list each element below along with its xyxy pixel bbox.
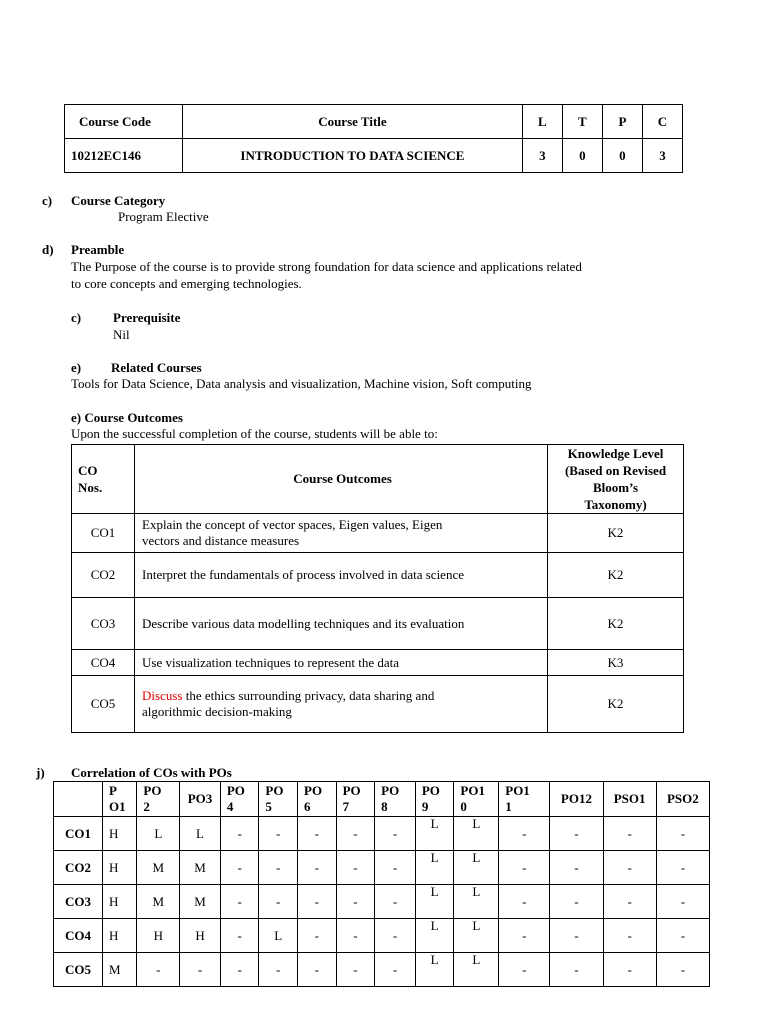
- co-description: Describe various data modelling techniques and its evaluation: [135, 598, 548, 650]
- header-knowledge-level: [548, 445, 684, 514]
- header-po5-line-1: PO: [265, 783, 284, 798]
- correlation-cell: -: [298, 953, 337, 987]
- header-po4-line-1: PO: [226, 783, 245, 798]
- correlation-cell: -: [656, 953, 709, 987]
- co-description-rest: the ethics surrounding privacy, data sharing and: [182, 688, 435, 703]
- l-value: 3: [522, 139, 562, 173]
- header-po2-line-2: 2: [143, 799, 150, 814]
- co-number: CO4: [72, 650, 135, 676]
- correlation-cell: H: [103, 885, 137, 919]
- header-kl-line-3: Bloom’s: [592, 480, 639, 495]
- co-number: CO3: [72, 598, 135, 650]
- outcomes-header-row: [72, 445, 684, 514]
- header-po7: [336, 782, 375, 817]
- header-kl-line-2: (Based on Revised: [564, 463, 667, 478]
- correlation-co-label: CO3: [54, 885, 103, 919]
- header-pso1: PSO1: [603, 782, 656, 817]
- correlation-cell: -: [375, 885, 416, 919]
- header-l: L: [522, 105, 562, 139]
- header-p: P: [602, 105, 642, 139]
- course-info-table: [64, 104, 683, 173]
- correlation-cell: -: [656, 919, 709, 953]
- course-info-value-row: [65, 139, 683, 173]
- correlation-cell: -: [220, 851, 259, 885]
- correlation-cell: L: [259, 919, 298, 953]
- correlation-cell: -: [375, 851, 416, 885]
- header-po8-line-2: 8: [381, 799, 388, 814]
- knowledge-level: K2: [548, 598, 684, 650]
- correlation-cell: -: [137, 953, 180, 987]
- header-co-line-2: Nos.: [78, 480, 103, 495]
- correlation-cell: -: [656, 851, 709, 885]
- header-course-outcomes: Course Outcomes: [135, 445, 548, 514]
- prerequisite-title: Prerequisite: [113, 310, 181, 325]
- correlation-cell: L: [454, 919, 499, 953]
- header-po10: [454, 782, 499, 817]
- co-description-line-2: algorithmic decision-making: [142, 704, 292, 719]
- co-number: CO1: [72, 514, 135, 553]
- t-value: 0: [562, 139, 602, 173]
- correlation-cell: L: [415, 885, 454, 919]
- header-po6-line-1: PO: [304, 783, 323, 798]
- header-co-line-1: CO: [78, 463, 98, 478]
- correlation-cell: -: [603, 953, 656, 987]
- correlation-cell: -: [259, 817, 298, 851]
- corner-cell: [54, 782, 103, 817]
- header-po9-line-2: 9: [421, 799, 429, 814]
- header-po4-line-2: 4: [226, 799, 234, 814]
- correlation-cell: -: [220, 817, 259, 851]
- knowledge-level: K2: [548, 676, 684, 733]
- header-po11-line-1: PO1: [505, 783, 530, 798]
- correlation-cell: L: [454, 953, 499, 987]
- correlation-cell: -: [336, 817, 375, 851]
- header-po10-line-2: 0: [460, 799, 467, 814]
- header-po6-line-2: 6: [304, 799, 311, 814]
- header-po1-line-2: O1: [109, 799, 126, 814]
- correlation-cell: M: [180, 851, 221, 885]
- correlation-cell: L: [415, 817, 454, 851]
- header-po9: [415, 782, 454, 817]
- correlation-cell: -: [220, 919, 259, 953]
- course-outcomes-table: [71, 444, 684, 733]
- prerequisite-value: Nil: [113, 327, 130, 342]
- header-po12: PO12: [550, 782, 603, 817]
- preamble-line-1: The Purpose of the course is to provide strong foundation for data science and applications related: [71, 259, 582, 274]
- header-kl-line-1: Knowledge Level: [567, 446, 664, 461]
- course-title-value: INTRODUCTION TO DATA SCIENCE: [183, 139, 523, 173]
- preamble-marker: d): [42, 242, 54, 257]
- correlation-cell: -: [550, 919, 603, 953]
- correlation-cell: L: [180, 817, 221, 851]
- header-co-nos: [72, 445, 135, 514]
- correlation-cell: -: [180, 953, 221, 987]
- correlation-cell: -: [298, 919, 337, 953]
- header-c: C: [642, 105, 682, 139]
- knowledge-level: K3: [548, 650, 684, 676]
- co-description: [135, 514, 548, 553]
- correlation-cell: -: [220, 953, 259, 987]
- correlation-cell: L: [415, 851, 454, 885]
- header-po11: [499, 782, 550, 817]
- correlation-cell: -: [298, 817, 337, 851]
- category-value: Program Elective: [118, 209, 209, 224]
- c-value: 3: [642, 139, 682, 173]
- correlation-row-co1: [54, 817, 710, 851]
- header-course-code: Course Code: [65, 105, 183, 139]
- co-description-line-1: Explain the concept of vector spaces, Eigen values, Eigen: [142, 517, 443, 532]
- co-description: Interpret the fundamentals of process involved in data science: [135, 553, 548, 598]
- correlation-cell: -: [603, 817, 656, 851]
- correlation-co-label: CO1: [54, 817, 103, 851]
- correlation-row-co2: [54, 851, 710, 885]
- correlation-cell: -: [298, 851, 337, 885]
- preamble-line-2: to core concepts and emerging technologies.: [71, 276, 302, 291]
- header-t: T: [562, 105, 602, 139]
- header-po3: PO3: [180, 782, 221, 817]
- correlation-cell: L: [415, 919, 454, 953]
- outcome-row-co2: [72, 553, 684, 598]
- correlation-cell: -: [375, 919, 416, 953]
- outcome-row-co3: [72, 598, 684, 650]
- correlation-cell: M: [137, 851, 180, 885]
- related-marker: e): [71, 360, 82, 375]
- header-po8-line-1: PO: [381, 783, 400, 798]
- header-po1-line-1: P: [109, 783, 117, 798]
- correlation-co-label: CO5: [54, 953, 103, 987]
- related-value: Tools for Data Science, Data analysis and visualization, Machine vision, Soft computing: [71, 376, 532, 391]
- correlation-cell: -: [499, 885, 550, 919]
- preamble-title: Preamble: [71, 242, 125, 257]
- correlation-cell: -: [220, 885, 259, 919]
- prerequisite-marker: c): [71, 310, 82, 325]
- related-title: Related Courses: [111, 360, 202, 375]
- header-po1: [103, 782, 137, 817]
- correlation-cell: H: [103, 817, 137, 851]
- header-kl-line-4: Taxonomy): [584, 497, 647, 512]
- correlation-cell: L: [454, 885, 499, 919]
- header-po2-line-1: PO: [143, 783, 162, 798]
- correlation-marker: j): [36, 765, 45, 780]
- correlation-row-co3: [54, 885, 710, 919]
- correlation-cell: -: [499, 851, 550, 885]
- correlation-co-label: CO2: [54, 851, 103, 885]
- correlation-cell: M: [180, 885, 221, 919]
- header-po10-line-1: PO1: [460, 783, 485, 798]
- correlation-cell: L: [454, 851, 499, 885]
- correlation-row-co5: [54, 953, 710, 987]
- correlation-co-label: CO4: [54, 919, 103, 953]
- outcome-row-co1: [72, 514, 684, 553]
- course-code-value: 10212EC146: [65, 139, 183, 173]
- correlation-cell: H: [137, 919, 180, 953]
- correlation-cell: -: [336, 885, 375, 919]
- correlation-cell: -: [550, 851, 603, 885]
- header-po7-line-1: PO: [342, 783, 361, 798]
- co-number: CO2: [72, 553, 135, 598]
- knowledge-level: K2: [548, 514, 684, 553]
- header-po5: [259, 782, 298, 817]
- header-po7-line-2: 7: [342, 799, 350, 814]
- outcomes-title: e) Course Outcomes: [71, 410, 183, 425]
- correlation-cell: -: [550, 953, 603, 987]
- correlation-cell: -: [603, 919, 656, 953]
- correlation-title: Correlation of COs with POs: [71, 765, 232, 780]
- header-po9-line-1: PO: [421, 783, 440, 798]
- correlation-cell: -: [550, 885, 603, 919]
- category-title: Course Category: [71, 193, 166, 208]
- correlation-cell: H: [103, 851, 137, 885]
- correlation-cell: -: [336, 851, 375, 885]
- correlation-body: [54, 817, 710, 987]
- co-number: CO5: [72, 676, 135, 733]
- header-po8: [375, 782, 416, 817]
- outcome-row-co4: [72, 650, 684, 676]
- co-description: Use visualization techniques to represent the data: [135, 650, 548, 676]
- correlation-header-row: [54, 782, 710, 817]
- knowledge-level: K2: [548, 553, 684, 598]
- correlation-cell: -: [499, 953, 550, 987]
- correlation-cell: -: [603, 851, 656, 885]
- outcome-row-co5: [72, 676, 684, 733]
- header-po6: [298, 782, 337, 817]
- correlation-table: [53, 781, 710, 987]
- correlation-cell: H: [103, 919, 137, 953]
- correlation-cell: L: [454, 817, 499, 851]
- header-pso2: PSO2: [656, 782, 709, 817]
- correlation-cell: -: [656, 885, 709, 919]
- correlation-cell: -: [499, 919, 550, 953]
- correlation-row-co4: [54, 919, 710, 953]
- header-po4: [220, 782, 259, 817]
- correlation-cell: -: [336, 953, 375, 987]
- outcomes-intro: Upon the successful completion of the course, students will be able to:: [71, 426, 438, 441]
- co-description-line-2: vectors and distance measures: [142, 533, 300, 548]
- co-description: [135, 676, 548, 733]
- correlation-cell: -: [375, 953, 416, 987]
- header-po11-line-2: 1: [505, 799, 512, 814]
- correlation-cell: H: [180, 919, 221, 953]
- correlation-cell: -: [550, 817, 603, 851]
- highlighted-word: Discuss: [142, 688, 183, 703]
- correlation-cell: -: [298, 885, 337, 919]
- correlation-cell: L: [415, 953, 454, 987]
- correlation-cell: -: [259, 885, 298, 919]
- header-po5-line-2: 5: [265, 799, 272, 814]
- course-info-header-row: [65, 105, 683, 139]
- correlation-cell: -: [336, 919, 375, 953]
- co-description-line-1: [142, 688, 543, 704]
- correlation-cell: M: [103, 953, 137, 987]
- correlation-cell: L: [137, 817, 180, 851]
- correlation-cell: -: [603, 885, 656, 919]
- correlation-cell: -: [656, 817, 709, 851]
- correlation-cell: -: [499, 817, 550, 851]
- p-value: 0: [602, 139, 642, 173]
- correlation-cell: -: [375, 817, 416, 851]
- correlation-cell: M: [137, 885, 180, 919]
- header-po2: [137, 782, 180, 817]
- correlation-cell: -: [259, 851, 298, 885]
- category-marker: c): [42, 193, 53, 208]
- header-course-title: Course Title: [183, 105, 523, 139]
- correlation-cell: -: [259, 953, 298, 987]
